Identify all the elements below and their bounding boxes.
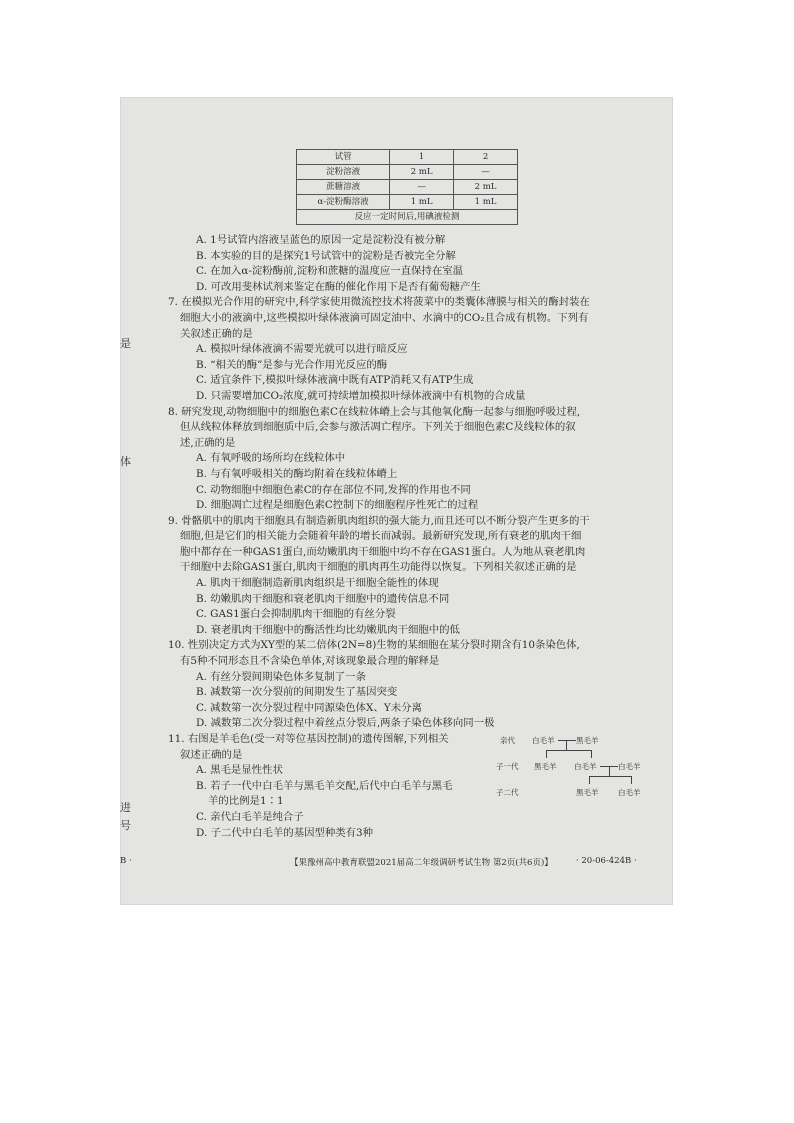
f1-black: 黑毛羊 xyxy=(534,762,557,771)
generation-label-f2: 子二代 xyxy=(496,788,519,797)
f1-white: 白毛羊 xyxy=(574,762,597,771)
table-cell: 2 mL xyxy=(454,180,518,195)
margin-char: 号 xyxy=(120,819,131,832)
table-row xyxy=(297,210,518,225)
table-cell: 1 mL xyxy=(454,195,518,210)
q9-stem: 9. 骨骼肌中的肌肉干细胞具有制造新肌肉组织的强大能力,而且还可以不断分裂产生更多的干 xyxy=(168,514,590,527)
table-cell: α-淀粉酶溶液 xyxy=(297,195,390,210)
margin-char: 体 xyxy=(120,455,131,468)
parent-black: 黑毛羊 xyxy=(576,736,599,745)
pedigree-diagram xyxy=(496,733,656,803)
table-cell: 淀粉溶液 xyxy=(297,165,390,180)
q10-option: B. 减数第一次分裂前的间期发生了基因突变 xyxy=(196,686,398,699)
q6-option: C. 在加入α-淀粉酶前,淀粉和蔗糖的温度应一直保持在室温 xyxy=(196,265,463,278)
generation-label-p: 亲代 xyxy=(500,736,515,745)
parent-white: 白毛羊 xyxy=(532,736,555,745)
descent-line xyxy=(566,740,567,750)
q9-option: D. 衰老肌肉干细胞中的酶活性均比幼嫩肌肉干细胞中的低 xyxy=(196,623,460,636)
f1-white-mate: 白毛羊 xyxy=(618,762,641,771)
q6-option: D. 可改用斐林试剂来鉴定在酶的催化作用下是否有葡萄糖产生 xyxy=(196,280,481,293)
experiment-table xyxy=(296,149,518,225)
descent-line xyxy=(609,766,610,776)
q9-stem: 胞中都存在一种GAS1蛋白,而幼嫩肌肉干细胞中均不存在GAS1蛋白。人为地从衰老肌肉 xyxy=(180,545,586,558)
table-header-cell: 试管 xyxy=(297,150,390,165)
q6-option: A. 1号试管内溶液呈蓝色的原因一定是淀粉没有被分解 xyxy=(196,234,446,246)
q11-option: B. 若子一代中白毛羊与黑毛羊交配,后代中白毛羊与黑毛 xyxy=(196,779,453,792)
table-cell: 蔗糖溶液 xyxy=(297,180,390,195)
descent-line xyxy=(591,750,592,758)
table-row xyxy=(297,165,518,180)
footer-left-mark: B · xyxy=(120,856,132,866)
table-header-cell: 2 xyxy=(454,150,518,165)
q10-stem: 10. 性别决定方式为XY型的某二倍体(2N=8)生物的某细胞在某分裂时期含有10条染色体, xyxy=(168,639,580,652)
q8-option: B. 与有氧呼吸相关的酶均附着在线粒体嵴上 xyxy=(196,467,398,480)
q7-option: D. 只需要增加CO₂浓度,就可持续增加模拟叶绿体液滴中有机物的合成量 xyxy=(196,389,526,402)
table-cell: — xyxy=(454,165,518,180)
descent-line xyxy=(631,776,632,784)
sibship-line xyxy=(589,776,631,777)
q8-stem: 述,正确的是 xyxy=(180,436,236,449)
table-cell: — xyxy=(390,180,454,195)
q9-option: C. GAS1蛋白会抑制肌肉干细胞的有丝分裂 xyxy=(196,608,396,621)
q7-stem: 细胞大小的液滴中,这些模拟叶绿体液滴可固定油中、水滴中的CO₂且合成有机物。下列有 xyxy=(180,311,589,324)
q11-stem: 叙述正确的是 xyxy=(180,748,243,761)
q7-stem: 关叙述正确的是 xyxy=(180,327,253,340)
footer-code: · 20-06-424B · xyxy=(576,856,637,866)
q7-option: A. 模拟叶绿体液滴不需要光就可以进行暗反应 xyxy=(196,343,408,356)
q11-option: A. 黑毛是显性性状 xyxy=(196,764,283,777)
q7-stem: 7. 在模拟光合作用的研究中,科学家使用微流控技术将菠菜中的类囊体薄膜与相关的酶封装在 xyxy=(168,296,590,309)
sibship-line xyxy=(546,750,591,751)
table-row xyxy=(297,150,518,165)
q8-stem: 8. 研究发现,动物细胞中的细胞色素C在线粒体嵴上会与其他氧化酶一起参与细胞呼吸过程, xyxy=(168,405,581,418)
q10-option: D. 减数第二次分裂过程中着丝点分裂后,两条子染色体移向同一极 xyxy=(196,717,495,730)
q10-stem: 有5种不同形态且不含染色单体,对该现象最合理的解释是 xyxy=(180,655,440,668)
q10-option: C. 减数第一次分裂过程中同源染色体X、Y未分离 xyxy=(196,701,422,714)
descent-line xyxy=(546,750,547,758)
q8-option: A. 有氧呼吸的场所均在线粒体中 xyxy=(196,452,346,465)
table-cell: 2 mL xyxy=(390,165,454,180)
q8-option: D. 细胞凋亡过程是细胞色素C控制下的细胞程序性死亡的过程 xyxy=(196,499,479,512)
q11-option: 羊的比例是1∶1 xyxy=(208,795,284,808)
f2-black: 黑毛羊 xyxy=(576,788,599,797)
table-footer-cell: 反应一定时间后,用碘液检测 xyxy=(297,210,518,225)
q11-option: C. 亲代白毛羊是纯合子 xyxy=(196,810,304,823)
mating-line xyxy=(558,740,576,741)
q8-option: C. 动物细胞中细胞色素C的存在部位不同,发挥的作用也不同 xyxy=(196,483,471,496)
f2-white: 白毛羊 xyxy=(618,788,641,797)
q9-stem: 干细胞中去除GAS1蛋白,肌肉干细胞的肌肉再生功能得以恢复。下列相关叙述正确的是 xyxy=(180,561,577,574)
q9-option: B. 幼嫩肌肉干细胞和衰老肌肉干细胞中的遗传信息不同 xyxy=(196,592,450,605)
q11-stem: 11. 右图是羊毛色(受一对等位基因控制)的遗传图解,下列相关 xyxy=(168,733,449,745)
q6-option: B. 本实验的目的是探究1号试管中的淀粉是否被完全分解 xyxy=(196,249,456,262)
q11-option: D. 子二代中白毛羊的基因型种类有3种 xyxy=(196,826,374,839)
table-cell: 1 mL xyxy=(390,195,454,210)
margin-char: 是 xyxy=(120,337,131,350)
q7-option: C. 适宜条件下,模拟叶绿体液滴中既有ATP消耗又有ATP生成 xyxy=(196,374,474,387)
q8-stem: 但从线粒体释放到细胞质中后,会参与激活凋亡程序。下列关于细胞色素C及线粒体的叙 xyxy=(180,421,576,434)
descent-line xyxy=(589,776,590,784)
q7-option: B. “相关的酶”是参与光合作用光反应的酶 xyxy=(196,358,388,371)
q10-option: A. 有丝分裂间期染色体多复制了一条 xyxy=(196,670,366,683)
scanned-page xyxy=(120,97,673,905)
q9-stem: 细胞,但是它们的相关能力会随着年龄的增长而减弱。最新研究发现,所有衰老的肌肉干细 xyxy=(180,530,582,543)
table-row xyxy=(297,180,518,195)
footer-title: 【果豫州高中教育联盟2021届高二年级调研考试生物 第2页(共6页)】 xyxy=(290,858,553,868)
table-header-cell: 1 xyxy=(390,150,454,165)
generation-label-f1: 子一代 xyxy=(496,762,519,771)
table-row xyxy=(297,195,518,210)
margin-char: 进 xyxy=(120,801,131,814)
q9-option: A. 肌肉干细胞制造新肌肉组织是干细胞全能性的体现 xyxy=(196,577,439,590)
